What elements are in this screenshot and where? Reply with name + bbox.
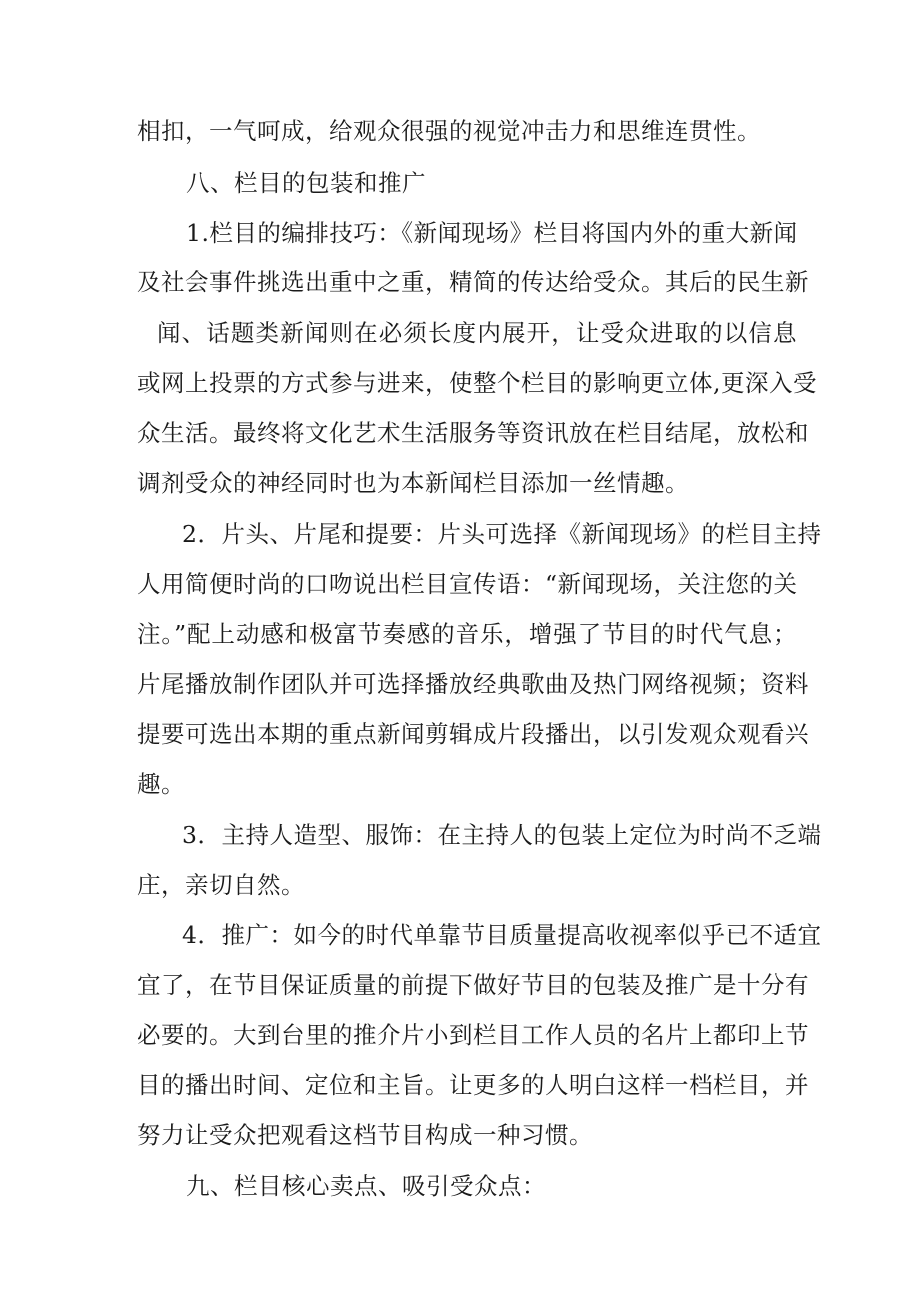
text-line: 2．片头、片尾和提要：片头可选择《新闻现场》的栏目主持: [182, 520, 822, 548]
text-line: 1.栏目的编排技巧：《新闻现场》栏目将国内外的重大新闻: [186, 219, 798, 247]
text-line: 4．推广：如今的时代单靠节目质量提高收视率似乎已不适宜: [182, 921, 822, 949]
text-line: 调剂受众的神经同时也为本新闻栏目添加一丝情趣。: [137, 469, 689, 497]
text-line: 注。”配上动感和极富节奏感的音乐，增强了节目的时代气息；: [137, 620, 797, 648]
section-heading-8: 八、栏目的包装和推广: [186, 169, 426, 197]
text-line: 宜了，在节目保证质量的前提下做好节目的包装及推广是十分有: [137, 971, 809, 999]
text-line: 人用简便时尚的口吻说出栏目宣传语：“新闻现场，关注您的关: [137, 570, 798, 598]
text-line: 趣。: [137, 770, 185, 798]
text-line: 3．主持人造型、服饰：在主持人的包装上定位为时尚不乏端: [182, 821, 822, 849]
text-line: 闻、话题类新闻则在必须长度内展开，让受众进取的以信息: [157, 319, 797, 347]
text-line: 众生活。最终将文化艺术生活服务等资讯放在栏目结尾，放松和: [137, 419, 809, 447]
text-line: 庄，亲切自然。: [137, 871, 305, 899]
text-line: 或网上投票的方式参与进来，使整个栏目的影响更立体,更深入受: [137, 369, 817, 397]
text-line: 相扣，一气呵成，给观众很强的视觉冲击力和思维连贯性。: [137, 117, 761, 145]
text-line: 努力让受众把观看这档节目构成一种习惯。: [137, 1121, 593, 1149]
text-line: 提要可选出本期的重点新闻剪辑成片段播出，以引发观众观看兴: [137, 720, 809, 748]
section-heading-9: 九、栏目核心卖点、吸引受众点：: [186, 1172, 546, 1200]
text-line: 必要的。大到台里的推介片小到栏目工作人员的名片上都印上节: [137, 1021, 809, 1049]
text-line: 片尾播放制作团队并可选择播放经典歌曲及热门网络视频；资料: [137, 670, 809, 698]
text-line: 及社会事件挑选出重中之重，精简的传达给受众。其后的民生新: [137, 268, 809, 296]
text-line: 目的播出时间、定位和主旨。让更多的人明白这样一档栏目，并: [137, 1071, 809, 1099]
